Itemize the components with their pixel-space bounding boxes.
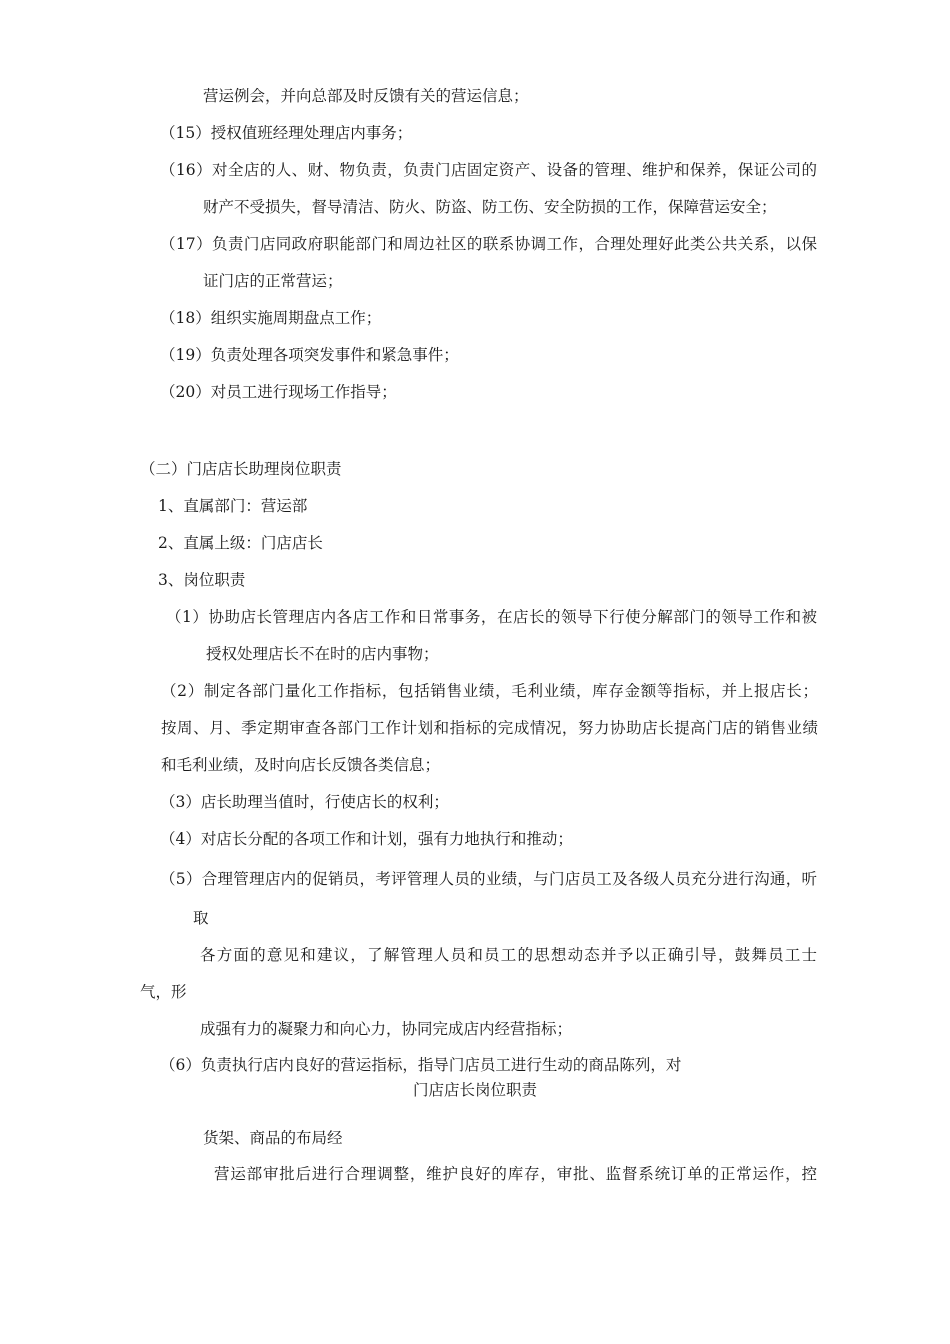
text-line: （1）协助店长管理店内各店工作和日常事务，在店长的领导下行使分解部门的领导工作和被: [166, 608, 817, 626]
text-line: 营运例会，并向总部及时反馈有关的营运信息；: [203, 87, 529, 105]
text-line: 按周、月、季定期审查各部门工作计划和指标的完成情况，努力协助店长提高门店的销售业绩: [161, 719, 818, 737]
text-line: （19）负责处理各项突发事件和紧急事件；: [160, 346, 459, 364]
text-line: 1、直属部门：营运部: [158, 497, 308, 515]
text-line: 证门店的正常营运；: [203, 272, 343, 290]
text-line: （16）对全店的人、财、物负责，负责门店固定资产、设备的管理、维护和保养，保证公司的: [160, 161, 817, 179]
text-line: （4）对店长分配的各项工作和计划，强有力地执行和推动；: [160, 830, 573, 848]
text-line: （3）店长助理当值时，行使店长的权利；: [160, 793, 449, 811]
text-line: 2、直属上级：门店店长: [158, 534, 323, 552]
text-line: （20）对员工进行现场工作指导；: [160, 383, 397, 401]
text-line: 财产不受损失，督导清洁、防火、防盗、防工伤、安全防损的工作，保障营运安全；: [203, 198, 777, 216]
section-heading: （二）门店店长助理岗位职责: [140, 460, 342, 478]
text-line: （18）组织实施周期盘点工作；: [160, 309, 382, 327]
text-line: 成强有力的凝聚力和向心力，协同完成店内经营指标；: [200, 1020, 573, 1038]
text-line: 各方面的意见和建议，了解管理人员和员工的思想动态并予以正确引导，鼓舞员工士: [200, 946, 817, 964]
text-line: 取: [193, 909, 209, 927]
page-header-title: 门店店长岗位职责: [413, 1081, 538, 1099]
text-line: （6）负责执行店内良好的营运指标，指导门店员工进行生动的商品陈列，对: [160, 1056, 682, 1074]
text-line: 货架、商品的布局经: [203, 1129, 343, 1147]
text-line: 气，形: [140, 983, 187, 1001]
text-line: 和毛利业绩，及时向店长反馈各类信息；: [161, 756, 441, 774]
text-line: 授权处理店长不在时的店内事物；: [206, 645, 439, 663]
text-line: （5）合理管理店内的促销员，考评管理人员的业绩，与门店员工及各级人员充分进行沟通，听: [160, 870, 817, 888]
text-line: 3、岗位职责: [158, 571, 246, 589]
text-line: （17）负责门店同政府职能部门和周边社区的联系协调工作，合理处理好此类公共关系，以保: [160, 235, 817, 253]
text-line: （15）授权值班经理处理店内事务；: [160, 124, 413, 142]
text-line: （2）制定各部门量化工作指标，包括销售业绩，毛利业绩，库存金额等指标，并上报店长；: [161, 682, 818, 700]
text-line: 营运部审批后进行合理调整，维护良好的库存，审批、监督系统订单的正常运作，控: [214, 1165, 817, 1183]
